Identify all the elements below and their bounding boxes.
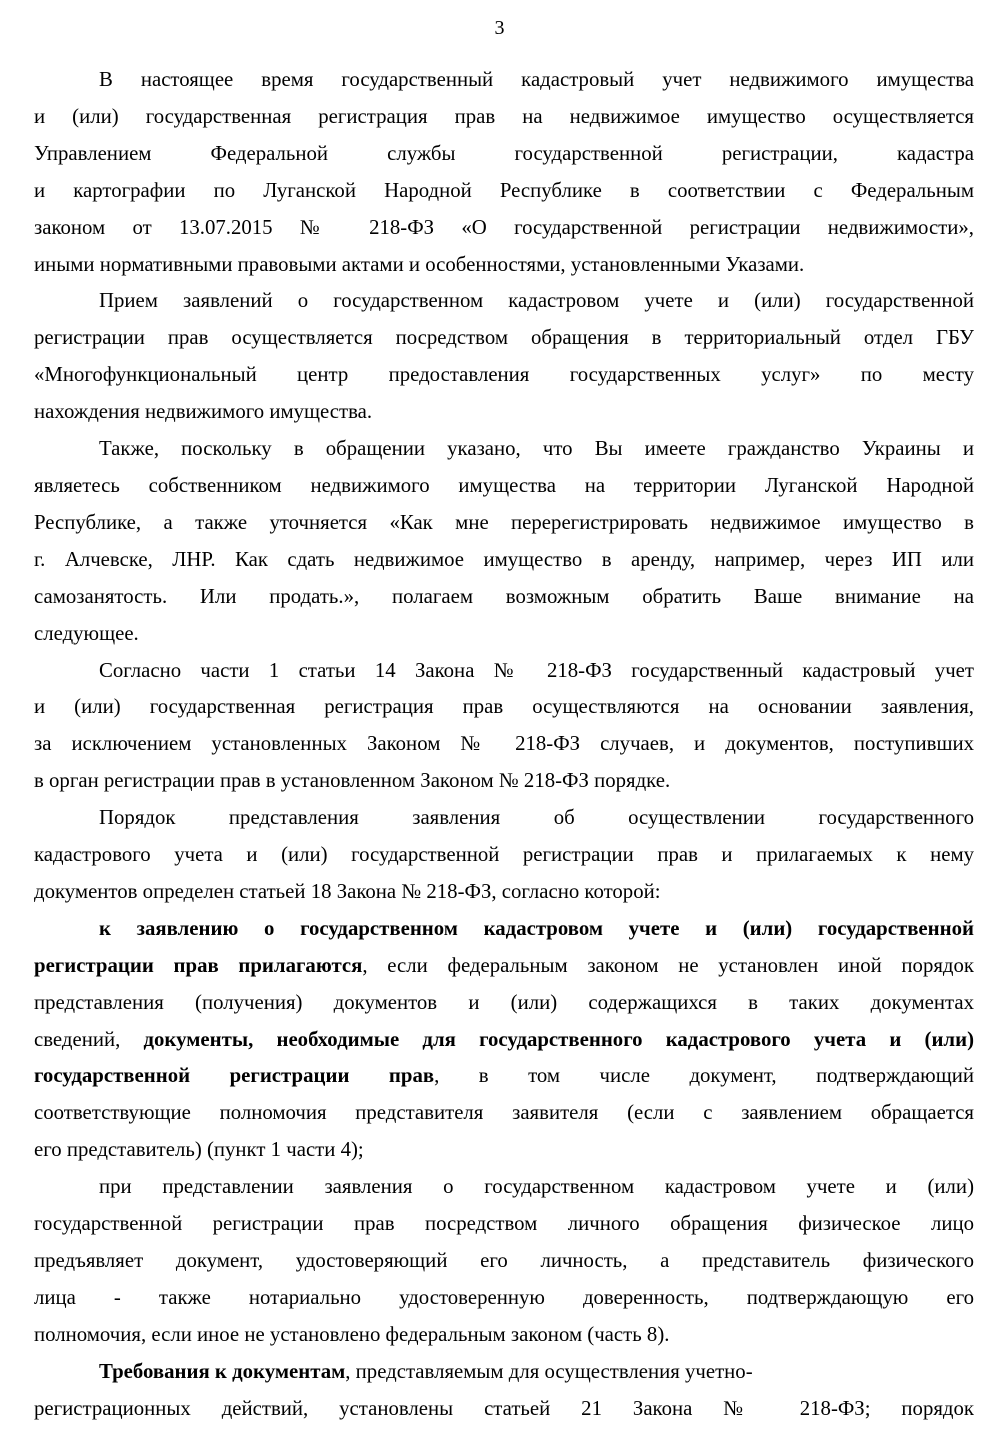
page-number: 3 xyxy=(494,17,505,39)
paragraph-article-14 xyxy=(34,653,974,801)
text-line: Прием заявлений о государственном кадастровом учете и (или) государственной xyxy=(99,289,974,313)
text-line: и картографии по Луганской Народной Республике в соответствии с Федеральным xyxy=(34,178,974,202)
document-body xyxy=(34,62,974,1428)
text-line xyxy=(34,1354,974,1391)
text-line: Согласно части 1 статьи 14 Закона № 218-ФЗ государственный кадастровый учет xyxy=(99,658,974,682)
text-run: , представляемым для осуществления учетно- xyxy=(345,1359,753,1383)
text-line xyxy=(34,948,974,985)
paragraph-current-registration xyxy=(34,62,974,283)
bold-text: Требования к документам xyxy=(99,1359,346,1383)
text-line: г. Алчевске, ЛНР. Как сдать недвижимое имущество в аренду, например, через ИП или xyxy=(34,547,974,571)
text-run: , если федеральным законом не установлен иной порядок xyxy=(362,953,974,977)
text-line xyxy=(34,1022,974,1059)
text-line: полномочия, если иное не установлено федеральным законом (часть 8). xyxy=(34,1322,670,1346)
text-line: Порядок представления заявления об осуществлении государственного xyxy=(99,806,974,830)
text-line: предъявляет документ, удостоверяющий его личность, а представитель физического xyxy=(34,1249,974,1272)
text-line: за исключением установленных Законом № 218-ФЗ случаев, и документов, поступивших xyxy=(34,732,974,756)
text-run: , в том числе документ, подтверждающий xyxy=(434,1064,974,1088)
text-line: нахождения недвижимого имущества. xyxy=(34,400,373,424)
text-line: и (или) государственная регистрация прав осуществляются на основании заявления, xyxy=(34,695,974,719)
text-run: сведений, xyxy=(34,1027,144,1051)
text-line: «Многофункциональный центр предоставления государственных услуг» по месту xyxy=(34,363,974,387)
bold-text: документы, необходимые для государственного кадастрового учета и (или) xyxy=(143,1027,974,1051)
text-line: иными нормативными правовыми актами и особенностями, установленными Указами. xyxy=(34,252,805,276)
text-line xyxy=(34,1058,974,1095)
text-line: самозанятость. Или продать.», полагаем возможным обратить Ваше внимание на xyxy=(34,584,974,608)
text-line: Также, поскольку в обращении указано, что Вы имеете гражданство Украины и xyxy=(99,437,974,461)
paragraph-document-requirements xyxy=(34,1354,974,1428)
text-line: при представлении заявления о государственном кадастровом учете и (или) xyxy=(99,1175,974,1199)
text-line: документов определен статьей 18 Закона № 218-ФЗ, согласно которой: xyxy=(34,879,661,903)
paragraph-application-intake xyxy=(34,283,974,431)
bold-text: государственной регистрации прав xyxy=(34,1064,435,1088)
text-line: кадастрового учета и (или) государственной регистрации прав и прилагаемых к нему xyxy=(34,843,974,867)
paragraph-attached-documents xyxy=(34,911,974,1169)
paragraph-citizen-question xyxy=(34,431,974,652)
text-line: Управлением Федеральной службы государственной регистрации, кадастра xyxy=(34,141,974,165)
text-line: представления (получения) документов и (или) содержащихся в таких документах xyxy=(34,990,974,1014)
text-line: Республике, а также уточняется «Как мне перерегистрировать недвижимое имущество в xyxy=(34,510,974,534)
text-line xyxy=(34,911,974,948)
paragraph-personal-appeal xyxy=(34,1169,974,1354)
text-line: соответствующие полномочия представителя заявителя (если с заявлением обращается xyxy=(34,1101,974,1125)
text-line: в орган регистрации прав в установленном Законом № 218-ФЗ порядке. xyxy=(34,769,671,793)
paragraph-article-18 xyxy=(34,800,974,911)
text-line: государственной регистрации прав посредством личного обращения физическое лицо xyxy=(34,1212,974,1236)
text-line: его представитель) (пункт 1 части 4); xyxy=(34,1138,364,1162)
text-line: являетесь собственником недвижимого имущества на территории Луганской Народной xyxy=(34,473,974,497)
text-line: и (или) государственная регистрация прав на недвижимое имущество осуществляется xyxy=(34,104,974,128)
text-line: регистрации прав осуществляется посредством обращения в территориальный отдел ГБУ xyxy=(34,326,974,350)
text-line: лица - также нотариально удостоверенную доверенность, подтверждающую его xyxy=(34,1285,974,1309)
text-line: следующее. xyxy=(34,621,139,645)
text-line: В настоящее время государственный кадастровый учет недвижимого имущества xyxy=(99,68,974,91)
text-line: регистрационных действий, установлены статьей 21 Закона № 218-ФЗ; порядок xyxy=(34,1396,974,1420)
text-line: законом от 13.07.2015 № 218-ФЗ «О государственной регистрации недвижимости», xyxy=(34,215,974,239)
bold-text: регистрации прав прилагаются xyxy=(34,953,363,977)
bold-text: к заявлению о государственном кадастровом учете и (или) государственной xyxy=(99,916,974,940)
